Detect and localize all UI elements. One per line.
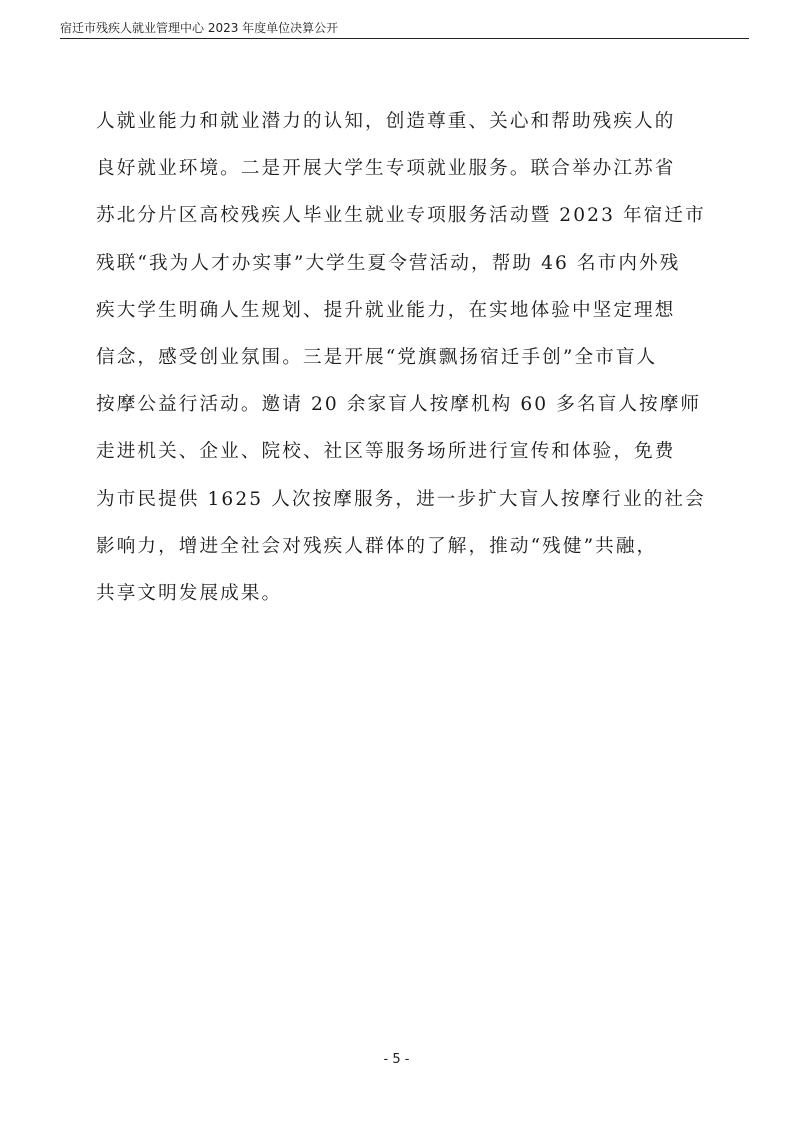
- body-line: 疾大学生明确人生规划、提升就业能力，在实地体验中坚定理想: [96, 299, 676, 321]
- page-header: [60, 20, 749, 39]
- body-line: 残联“我为人才办实事”大学生夏令营活动，帮助 46 名市内外残: [96, 252, 681, 274]
- body-line: 苏北分片区高校残疾人毕业生就业专项服务活动暨 2023 年宿迁市: [96, 205, 706, 227]
- body-paragraph: [96, 98, 736, 617]
- body-line: 共享文明发展成果。: [96, 582, 283, 604]
- body-line: 人就业能力和就业潜力的认知，创造尊重、关心和帮助残疾人的: [96, 111, 676, 132]
- body-line: 走进机关、企业、院校、社区等服务场所进行宣传和体验，免费: [96, 441, 676, 463]
- body-line: 按摩公益行活动。邀请 20 余家盲人按摩机构 60 多名盲人按摩师: [96, 394, 702, 416]
- body-line: 信念，感受创业氛围。三是开展“党旗飘扬宿迁手创”全市盲人: [96, 346, 658, 368]
- body-line: 为市民提供 1625 人次按摩服务，进一步扩大盲人按摩行业的社会: [96, 488, 706, 510]
- header-title: 宿迁市残疾人就业管理中心 2023 年度单位决算公开: [60, 21, 339, 35]
- page-number: - 5 -: [383, 1052, 410, 1067]
- body-line: 影响力，增进全社会对残疾人群体的了解，推动“残健”共融，: [96, 535, 658, 557]
- body-line: 良好就业环境。二是开展大学生专项就业服务。联合举办江苏省: [96, 158, 676, 180]
